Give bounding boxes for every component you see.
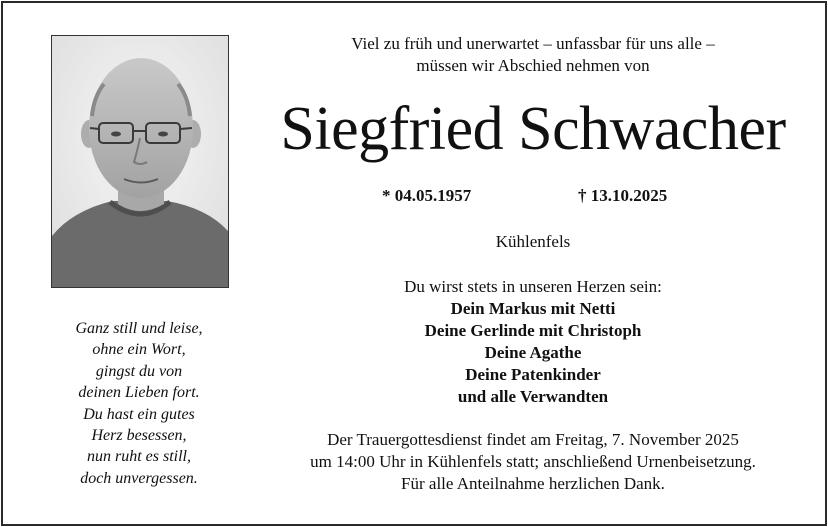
poem-line: doch unvergessen. [80,469,198,487]
poem-line: Du hast ein gutes [83,405,195,423]
mourners-list [258,298,808,408]
mourner-entry: Deine Patenkinder [465,365,601,384]
poem-line: Herz besessen, [91,427,187,445]
intro-text [258,33,808,77]
deceased-name: Siegfried Schwacher [280,95,786,163]
mourner-entry: und alle Verwandten [457,387,609,406]
intro-line: müssen wir Abschied nehmen von [416,56,650,75]
poem [40,318,238,489]
intro-line: Viel zu früh und unerwartet – unfassbar für uns alle – [351,34,715,53]
notice-line: Der Trauergottesdienst findet am Freitag, 7. November 2025 [327,430,739,449]
poem-line: deinen Lieben fort. [78,384,200,402]
service-notice [258,429,808,495]
notice-line: Für alle Anteilnahme herzlichen Dank. [401,474,665,493]
poem-line: Ganz still und leise, [75,320,203,337]
notice-line: um 14:00 Uhr in Kühlenfels statt; anschließend Urnenbeisetzung. [310,452,756,471]
mourner-entry: Deine Agathe [484,343,582,362]
poem-line: gingst du von [95,362,183,380]
portrait-illustration [52,36,228,287]
poem-line: nun ruht es still, [86,448,191,466]
place-name: Kühlenfels [495,232,571,251]
poem-line: ohne ein Wort, [92,341,186,359]
portrait-photo [51,35,229,288]
heart-line: Du wirst stets in unseren Herzen sein: [404,277,662,296]
death-date: † 13.10.2025 [578,186,668,205]
mourner-entry: Dein Markus mit Netti [450,299,616,318]
mourner-entry: Deine Gerlinde mit Christoph [424,321,642,340]
birth-date: * 04.05.1957 [382,186,472,205]
